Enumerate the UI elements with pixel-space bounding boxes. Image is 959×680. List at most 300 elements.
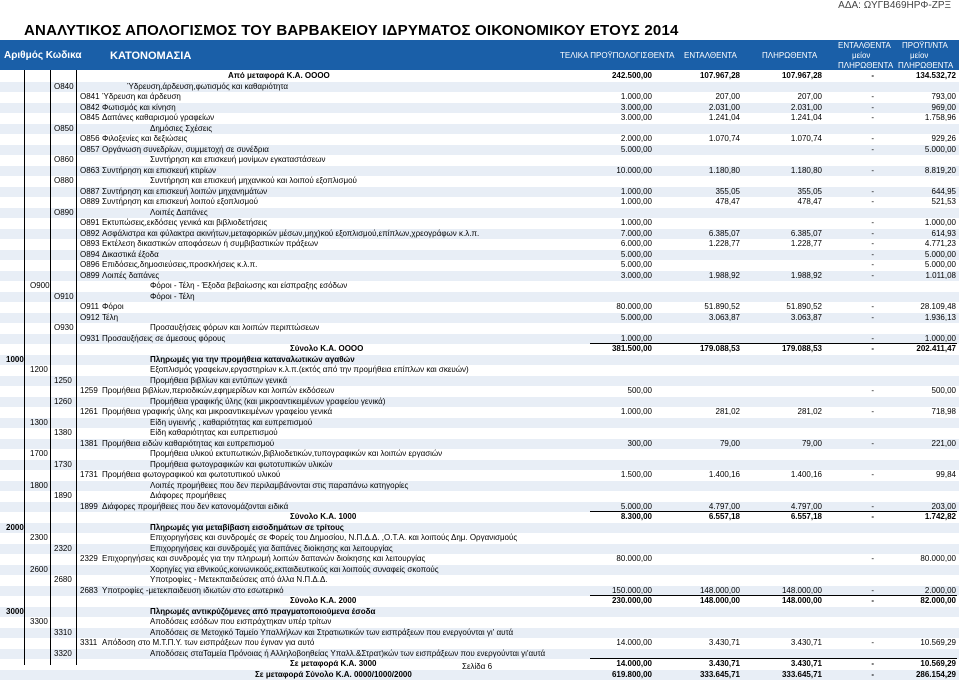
row-value-v2: 148.000,00: [699, 585, 740, 595]
row-value-v3: 207,00: [797, 92, 822, 101]
table-row: [0, 502, 959, 512]
header-budget: ΤΕΛΙΚΑ ΠΡΟΫΠΟΛΟΓΙΣΘΕΝΤΑ: [560, 51, 675, 60]
row-value-v4: -: [871, 638, 874, 647]
row-description: Αποδόσεις σταΤαμεία Πρόνοιας ή Αλληλοβοηθείας Υπαλλ.&Στρατ)κών των εισπράξεων που ενεργούνται γι'αυτά: [150, 648, 546, 658]
row-value-v2: 1.180,80: [708, 165, 740, 175]
table-row: [0, 197, 959, 207]
row-value-v1: 8.300,00: [620, 512, 652, 521]
row-code: Ο930: [54, 323, 74, 332]
row-value-v5: 929,26: [931, 134, 956, 143]
row-description: Πληρωμές για την προμήθεια καταναλωτικών αγαθών: [150, 354, 355, 364]
row-value-v2: 1.070,74: [708, 134, 740, 143]
table-row: [0, 565, 959, 575]
row-value-v5: 1.000,00: [924, 333, 956, 343]
table-row: [0, 481, 959, 491]
row-value-v4: -: [871, 165, 874, 175]
row-description: Λοιπές προμήθειες που δεν περιλαμβάνονται στις παραπάνω κατηγορίες: [150, 480, 409, 490]
row-description: Δαπάνες καθαρισμού γραφείων: [102, 113, 215, 122]
table-header: [0, 40, 959, 70]
row-value-v3: 3.063,87: [790, 312, 822, 322]
total-separator: [590, 658, 957, 659]
row-value-v5: 10.569,29: [920, 638, 956, 647]
row-description: Πληρωμές αντικρύζόμενες από πραγματοποιούμενα έσοδα: [150, 606, 376, 616]
row-code: Ο860: [54, 155, 74, 164]
row-description: Προμήθεια βιβλίων και εντύπων γενικά: [150, 375, 288, 385]
row-code: 1730: [54, 459, 72, 469]
table-row: [0, 292, 959, 302]
row-value-v2: 333.645,71: [699, 669, 740, 679]
row-value-v1: 1.000,00: [620, 407, 652, 416]
row-code: 2000: [6, 522, 24, 532]
table-row: [0, 554, 959, 564]
row-value-v4: -: [871, 102, 874, 112]
table-row: [0, 344, 959, 354]
row-description: Δικαστικά έξοδα: [102, 249, 159, 259]
table-row: [0, 187, 959, 197]
row-value-v1: 300,00: [627, 438, 652, 448]
row-code: 3310: [54, 627, 72, 637]
row-value-v1: 619.800,00: [611, 669, 652, 679]
table-row: [0, 407, 959, 417]
row-code: 3300: [30, 617, 48, 626]
row-description: Συντήρηση και επισκευή λοιπού εξοπλισμού: [102, 197, 258, 206]
table-row: [0, 428, 959, 438]
row-value-v1: 3.000,00: [620, 270, 652, 280]
row-value-v3: 6.385,07: [790, 228, 822, 238]
header-ord-minus-paid-3: ΠΛΗΡΩΘΕΝΤΑ: [838, 61, 894, 70]
row-value-v2: 3.063,87: [708, 312, 740, 322]
row-description: Αποδόσεις σε Μετοχικό Ταμείο Υπαλλήλων και Στρατιωτικών των εισπράξεων που ενεργούνται γι' αυτά: [150, 627, 514, 637]
row-value-v5: 80.000,00: [920, 554, 956, 563]
row-value-v2: 281,02: [715, 407, 740, 416]
table-row: [0, 208, 959, 218]
row-description: Φόροι - Τέλη - Έξοδα βεβαίωσης και είσπραξης εσόδων: [150, 281, 348, 290]
row-description: Χορηγίες για εθνικούς,κοινωνικούς,εκπαιδευτικούς και λοιπούς συναφείς σκοπούς: [150, 564, 439, 574]
table-row: [0, 218, 959, 228]
table-row: [0, 229, 959, 239]
row-code: Ο894: [80, 249, 100, 259]
row-description: Προμήθεια φωτογραφικού και φωτοτυπικού υλικού: [102, 470, 281, 479]
row-description: Εξοπλισμός γραφείων,εργαστηρίων κ.λ.π.(εκτός από την προμήθεια επίπλων και σκευών): [150, 365, 469, 374]
row-value-v4: -: [871, 386, 874, 395]
row-description: Ασφάλιστρα και φύλακτρα ακινήτων,μεταφορικών μέσων,μηχ)κού εξοπλισμού,επίπλων,χρεογράφων κ.λ.π.: [102, 228, 480, 238]
row-value-v2: 79,00: [719, 438, 740, 448]
row-value-v4: -: [871, 596, 874, 605]
row-value-v3: 4.797,00: [790, 501, 822, 511]
row-code: Ο889: [80, 197, 100, 206]
table-row: [0, 155, 959, 165]
row-description: Από μεταφορά Κ.Α. ΟΟΟΟ: [228, 71, 330, 80]
table-row: [0, 239, 959, 249]
row-value-v5: 202.411,47: [916, 344, 956, 353]
row-value-v4: -: [871, 585, 874, 595]
table-row: [0, 439, 959, 449]
row-code: Ο892: [80, 228, 100, 238]
row-value-v4: -: [871, 249, 874, 259]
row-description: Ύδρευση και άρδευση: [102, 92, 181, 101]
ada-code: ΑΔΑ: ΩΥΓΒ469ΗΡΦ-ΖΡΞ: [838, 0, 951, 11]
row-value-v2: 355,05: [715, 186, 740, 196]
row-value-v2: 1.241,04: [708, 113, 740, 122]
row-value-v4: -: [871, 333, 874, 343]
row-value-v5: 1.742,82: [924, 512, 956, 521]
row-value-v2: 1.988,92: [708, 270, 740, 280]
row-description: Απόδοση στο Μ.Τ.Π.Υ. των εισπράξεων που έγιναν για αυτό: [102, 638, 315, 647]
row-value-v4: -: [871, 344, 874, 353]
table-row: [0, 533, 959, 543]
row-value-v4: -: [871, 659, 874, 668]
table-row: [0, 586, 959, 596]
total-separator: [590, 343, 957, 344]
row-code: 1000: [6, 354, 24, 364]
table-row: [0, 134, 959, 144]
row-value-v5: 521,53: [931, 197, 956, 206]
row-description: Υποτροφίες -μετεκπαιδευση ιδιωτών στο εσωτερικό: [102, 585, 284, 595]
row-value-v3: 1.180,80: [790, 165, 822, 175]
row-value-v3: 148.000,00: [781, 596, 822, 605]
row-code: Ο891: [80, 218, 100, 227]
table-row: [0, 596, 959, 606]
row-value-v2: 207,00: [715, 92, 740, 101]
row-code: Ο893: [80, 239, 100, 248]
row-code: 2329: [80, 554, 98, 563]
row-value-v4: -: [871, 186, 874, 196]
row-description: Διάφορες προμήθειες: [150, 491, 227, 500]
table-row: [0, 365, 959, 375]
table-row: [0, 313, 959, 323]
row-code: 1381: [80, 438, 98, 448]
row-value-v4: -: [871, 218, 874, 227]
row-value-v1: 80.000,00: [616, 302, 652, 311]
row-value-v1: 500,00: [627, 386, 652, 395]
row-value-v5: 99,84: [935, 470, 956, 479]
row-value-v1: 14.000,00: [616, 659, 652, 668]
table-row: [0, 397, 959, 407]
row-value-v3: 3.430,71: [790, 659, 822, 668]
row-description: Προσαυξήσεις σε άμεσους φόρους: [102, 333, 226, 343]
table-row: [0, 71, 959, 81]
row-value-v5: 203,00: [931, 501, 956, 511]
row-value-v4: -: [871, 144, 874, 154]
table-row: [0, 334, 959, 344]
row-value-v1: 242.500,00: [611, 71, 652, 80]
header-name: ΚΑΤΟΝΟΜΑΣΙΑ: [110, 50, 192, 62]
row-value-v4: -: [871, 239, 874, 248]
table-row: [0, 271, 959, 281]
row-value-v4: -: [871, 92, 874, 101]
row-value-v5: 134.532,72: [915, 71, 956, 80]
row-value-v4: -: [871, 197, 874, 206]
row-description: Ύδρευση,άρδευση,φωτισμός και καθαριότητα: [127, 81, 288, 91]
row-value-v1: 1.000,00: [620, 186, 652, 196]
row-code: Ο857: [80, 144, 100, 154]
header-ord-minus-paid-2: μείον: [852, 51, 871, 60]
row-value-v2: 179.088,53: [699, 344, 740, 353]
row-value-v5: 82.000,00: [920, 596, 956, 605]
row-value-v3: 2.031,00: [790, 102, 822, 112]
table-row: [0, 470, 959, 480]
row-code: Ο863: [80, 165, 100, 175]
table-row: [0, 523, 959, 533]
table-row: [0, 166, 959, 176]
table-row: [0, 607, 959, 617]
row-description: Λοιπές δαπάνες: [102, 270, 160, 280]
table-row: [0, 460, 959, 470]
row-value-v1: 2.000,00: [620, 134, 652, 143]
row-value-v1: 14.000,00: [616, 638, 652, 647]
row-description: Λοιπές Δαπάνες: [150, 207, 208, 217]
row-value-v3: 1.228,77: [790, 239, 822, 248]
row-value-v5: 2.000,00: [924, 585, 956, 595]
row-code: 1800: [30, 480, 48, 490]
vline-level-2: [76, 70, 77, 665]
row-code: 3320: [54, 648, 72, 658]
row-value-v5: 1.000,00: [924, 218, 956, 227]
row-code: Ο912: [80, 312, 100, 322]
row-value-v3: 1.400,16: [790, 470, 822, 479]
row-description: Προμήθεια υλικού εκτυπωτικών,βιβλιοδετικών,τυπογραφικών και λοιπών εργασιών: [150, 449, 443, 458]
row-description: Εκτέλεση δικαστικών αποφάσεων ή συμβιβαστικών πράξεων: [102, 239, 319, 248]
row-value-v3: 6.557,18: [790, 512, 822, 521]
row-code: 1890: [54, 491, 72, 500]
row-description: Σύνολο Κ.Α. 1000: [290, 512, 357, 521]
row-description: Φόροι: [102, 302, 124, 311]
row-value-v5: 5.000,00: [924, 249, 956, 259]
row-value-v5: 221,00: [931, 438, 956, 448]
row-description: Επιχορηγήσεις και συνδρομές σε Φορείς του Δημοσίου, Ν.Π.Δ.Δ. ,Ο.Τ.Α. και λοιπούς Δημ. Οργανισμούς: [150, 533, 518, 542]
row-value-v2: 148.000,00: [699, 596, 740, 605]
table-row: [0, 113, 959, 123]
row-value-v1: 80.000,00: [616, 554, 652, 563]
row-value-v3: 51.890,52: [786, 302, 822, 311]
row-code: 1731: [80, 470, 98, 479]
row-value-v1: 5.000,00: [620, 260, 652, 269]
row-value-v4: -: [871, 71, 874, 80]
row-description: Είδη καθαριότητας και ευπρεπισμού: [150, 428, 278, 437]
row-value-v2: 1.400,16: [708, 470, 740, 479]
row-code: Ο899: [80, 270, 100, 280]
row-value-v3: 281,02: [797, 407, 822, 416]
row-description: Πληρωμές για μεταβίβαση εισοδημάτων σε τρίτους: [150, 522, 344, 532]
row-value-v5: 28.109,48: [920, 302, 956, 311]
row-description: Συντήρηση και επισκευή λοιπών μηχανημάτων: [102, 186, 268, 196]
table-row: [0, 302, 959, 312]
row-value-v3: 179.088,53: [781, 344, 822, 353]
row-code: Ο856: [80, 134, 100, 143]
row-code: Ο842: [80, 102, 100, 112]
table-row: [0, 449, 959, 459]
row-code: Ο841: [80, 92, 100, 101]
row-value-v2: 6.385,07: [708, 228, 740, 238]
row-description: Προμήθεια βιβλίων,περιοδικών,εφημερίδων και λοιπών εκδόσεων: [102, 386, 335, 395]
row-description: Προσαυξήσεις φόρων και λοιπών περιπτώσεων: [150, 323, 320, 332]
row-code: Ο900: [30, 281, 50, 290]
row-code: Ο931: [80, 333, 100, 343]
row-description: Σύνολο Κ.Α. ΟΟΟΟ: [290, 344, 364, 353]
row-value-v5: 614,93: [931, 228, 956, 238]
row-value-v5: 500,00: [931, 386, 956, 395]
table-row: [0, 512, 959, 522]
row-description: Είδη υγιεινής , καθαριότητας και ευπρεπισμού: [150, 417, 313, 427]
row-description: Τέλη: [102, 312, 119, 322]
row-description: Σε μεταφορά Σύνολο Κ.Α. 0000/1000/2000: [255, 669, 412, 679]
row-description: Φιλοξενίες και δεξιώσεις: [102, 134, 188, 143]
row-value-v5: 793,00: [931, 92, 956, 101]
row-code: 1200: [30, 365, 48, 374]
row-value-v1: 1.000,00: [620, 333, 652, 343]
page-title: ΑΝΑΛΥΤΙΚΟΣ ΑΠΟΛΟΓΙΣΜΟΣ ΤΟΥ ΒΑΡΒΑΚΕΙΟΥ ΙΔΡΥΜΑΤΟΣ ΟΙΚΟΝΟΜΙΚΟΥ ΕΤΟΥΣ 2014: [24, 22, 679, 39]
row-value-v1: 1.500,00: [620, 470, 652, 479]
row-code: 2683: [80, 585, 98, 595]
row-value-v1: 7.000,00: [620, 228, 652, 238]
table-row: [0, 617, 959, 627]
row-value-v5: 1.936,13: [924, 312, 956, 322]
row-code: 2320: [54, 543, 72, 553]
row-description: Προμήθεια γραφικής ύλης και μικροαντικειμένων γραφείου γενικά: [102, 407, 333, 416]
row-value-v1: 5.000,00: [620, 249, 652, 259]
row-value-v2: 51.890,52: [704, 302, 740, 311]
row-value-v1: 1.000,00: [620, 197, 652, 206]
row-description: Σύνολο Κ.Α. 2000: [290, 596, 357, 605]
row-value-v1: 6.000,00: [620, 239, 652, 248]
row-value-v1: 1.000,00: [620, 218, 652, 227]
row-value-v4: -: [871, 312, 874, 322]
row-code: 1261: [80, 407, 98, 416]
row-value-v4: -: [871, 554, 874, 563]
row-value-v4: -: [871, 407, 874, 416]
row-description: Εκτυπώσεις,εκδόσεις γενικά και βιβλιοδετήσεις: [102, 218, 268, 227]
vline-level-0: [24, 70, 25, 665]
row-description: Προμήθεια ειδών καθαριότητας και ευπρεπισμού: [102, 438, 275, 448]
row-value-v1: 381.500,00: [611, 344, 652, 353]
row-value-v1: 3.000,00: [620, 113, 652, 122]
row-description: Επιχορηγήσεις και συνδρομές για δαπάνες διοίκησης και λειτουργίας: [150, 543, 393, 553]
row-code: 1250: [54, 375, 72, 385]
table-row: [0, 544, 959, 554]
row-code: Ο845: [80, 113, 100, 122]
row-description: Συντήρηση και επισκευή μονίμων εγκαταστάσεων: [150, 155, 326, 164]
row-value-v4: -: [871, 470, 874, 479]
row-value-v2: 3.430,71: [708, 638, 740, 647]
row-description: Υποτροφίες - Μετεκπαιδεύσεις από άλλα Ν.Π.Δ.Δ.: [150, 575, 328, 584]
table-row: [0, 670, 959, 680]
row-value-v4: -: [871, 438, 874, 448]
row-value-v5: 1.758,96: [924, 113, 956, 122]
table-row: [0, 649, 959, 659]
row-code: 1899: [80, 501, 98, 511]
row-code: Ο911: [80, 302, 99, 311]
row-value-v3: 3.430,71: [790, 638, 822, 647]
row-value-v1: 230.000,00: [611, 596, 652, 605]
row-code: 1259: [80, 386, 98, 395]
table-row: [0, 386, 959, 396]
row-code: 1260: [54, 396, 72, 406]
row-description: Δημόσιες Σχέσεις: [150, 123, 213, 133]
row-code: 2600: [30, 564, 48, 574]
table-row: [0, 628, 959, 638]
row-value-v2: 2.031,00: [708, 102, 740, 112]
row-value-v3: 79,00: [801, 438, 822, 448]
row-value-v1: 1.000,00: [620, 92, 652, 101]
table-row: [0, 376, 959, 386]
row-value-v3: 1.988,92: [790, 270, 822, 280]
row-code: Ο840: [54, 81, 74, 91]
row-description: Οργάνωση συνεδρίων, συμμετοχή σε συνέδρια: [102, 144, 269, 154]
row-value-v2: 3.430,71: [708, 659, 740, 668]
row-code: Ο910: [54, 291, 74, 301]
table-row: [0, 124, 959, 134]
header-budget-minus-paid-2: μείον: [910, 51, 929, 60]
row-value-v4: -: [871, 501, 874, 511]
row-value-v1: 5.000,00: [620, 501, 652, 511]
row-code: 1380: [54, 428, 72, 437]
table-row: [0, 260, 959, 270]
row-value-v4: -: [871, 270, 874, 280]
row-value-v4: -: [871, 260, 874, 269]
row-value-v5: 1.011,08: [925, 270, 956, 280]
row-value-v3: 107.967,28: [781, 71, 822, 80]
row-description: Αποδόσεις εσόδων που εισπράχτηκαν υπέρ τρίτων: [150, 617, 332, 626]
table-row: [0, 575, 959, 585]
row-code: Ο850: [54, 123, 74, 133]
row-value-v2: 478,47: [715, 197, 740, 206]
row-description: Σε μεταφορά Κ.Α. 3000: [290, 659, 377, 668]
row-code: 3311: [80, 638, 98, 647]
row-description: Επιχορηγήσεις και συνδρομές για την πληρωμή λοιπών δαπανών διοίκησης και λειτουργίας: [102, 554, 426, 563]
table-row: [0, 250, 959, 260]
header-ordered: ΕΝΤΑΛΘΕΝΤΑ: [684, 51, 737, 60]
vline-level-1: [50, 70, 51, 665]
row-value-v2: 107.967,28: [699, 71, 740, 80]
table-row: [0, 418, 959, 428]
header-budget-minus-paid-3: ΠΛΗΡΩΘΕΝΤΑ: [898, 61, 954, 70]
row-description: Φόροι - Τέλη: [150, 291, 195, 301]
row-value-v2: 4.797,00: [708, 501, 740, 511]
row-value-v4: -: [871, 113, 874, 122]
row-code: Ο896: [80, 260, 100, 269]
row-value-v5: 4.771,23: [924, 239, 956, 248]
row-value-v1: 5.000,00: [620, 312, 652, 322]
row-value-v5: 10.569,29: [920, 659, 956, 668]
page-number: Σελίδα 6: [462, 662, 493, 671]
row-code: 1700: [30, 449, 48, 458]
row-description: Προμήθεια φωτογραφικών και φωτοτυπικών υλικών: [150, 459, 333, 469]
row-value-v5: 644,95: [931, 186, 956, 196]
row-code: Ο880: [54, 176, 74, 185]
row-description: Προμήθεια γραφικής ύλης (και μικροαντικειμένων γραφείου γενικά): [150, 396, 386, 406]
row-code: Ο887: [80, 186, 100, 196]
row-value-v3: 1.241,04: [790, 113, 822, 122]
row-value-v4: -: [871, 302, 874, 311]
table-row: [0, 145, 959, 155]
row-value-v2: 1.228,77: [708, 239, 740, 248]
row-value-v3: 478,47: [797, 197, 822, 206]
row-value-v3: 148.000,00: [781, 585, 822, 595]
row-value-v5: 286.154,29: [915, 669, 956, 679]
row-value-v1: 10.000,00: [616, 165, 652, 175]
total-separator: [590, 511, 957, 512]
header-paid: ΠΛΗΡΩΘΕΝΤΑ: [762, 51, 818, 60]
table-row: [0, 176, 959, 186]
row-value-v3: 355,05: [797, 186, 822, 196]
row-value-v3: 333.645,71: [781, 669, 822, 679]
row-description: Διάφορες προμήθειες που δεν κατονομάζονται ειδικά: [102, 501, 289, 511]
header-code: Αριθμός Κωδικα: [4, 50, 82, 61]
row-value-v5: 5.000,00: [924, 144, 956, 154]
header-ord-minus-paid-1: ΕΝΤΑΛΘΕΝΤΑ: [838, 41, 891, 50]
table-row: [0, 638, 959, 648]
row-value-v1: 5.000,00: [620, 144, 652, 154]
